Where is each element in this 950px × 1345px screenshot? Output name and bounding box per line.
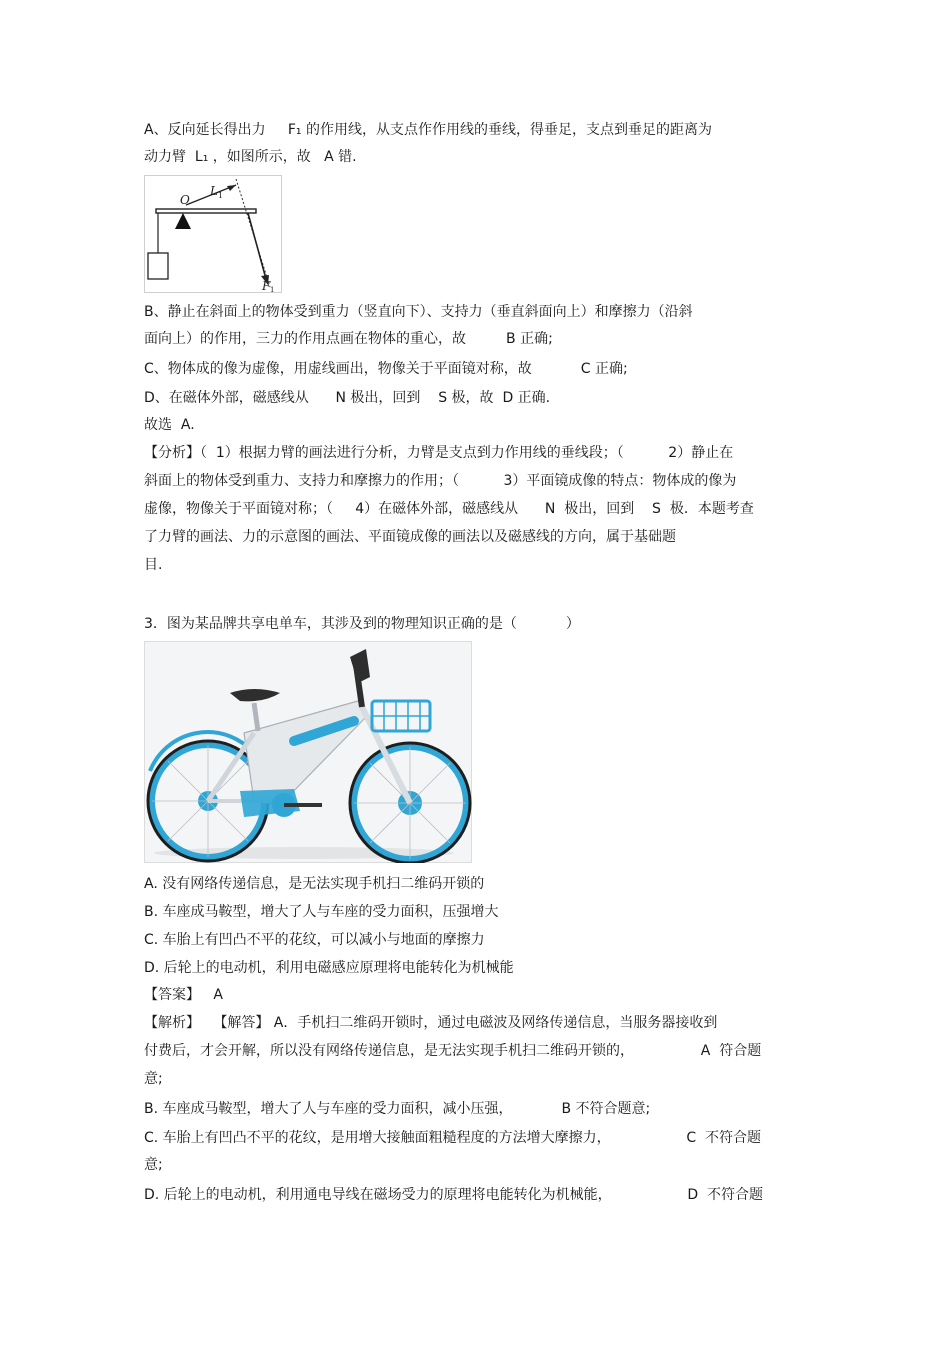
question-3-stem: 3．图为某品牌共享电单车，其涉及到的物理知识正确的是（ ） bbox=[144, 616, 580, 632]
analysis-line2: 斜面上的物体受到重力、支持力和摩擦力的作用；（ 3）平面镜成像的特点：物体成的像为 bbox=[144, 473, 737, 489]
label-o: O bbox=[180, 193, 190, 207]
option-d: D. 后轮上的电动机，利用电磁感应原理将电能转化为机械能 bbox=[144, 960, 514, 976]
label-f1: F bbox=[262, 279, 271, 293]
choose-answer: 故选 A. bbox=[144, 417, 195, 433]
label-l1-sub: 1 bbox=[218, 191, 224, 200]
explanation-line6: 意; bbox=[144, 1157, 163, 1173]
option-b: B. 车座成马鞍型，增大了人与车座的受力面积，压强增大 bbox=[144, 904, 499, 920]
answer-line: 【答案】 A bbox=[144, 987, 223, 1003]
label-f1-sub: 1 bbox=[270, 286, 275, 293]
option-b-explanation-line1: B、静止在斜面上的物体受到重力（竖直向下）、支持力（垂直斜面向上）和摩擦力（沿斜 bbox=[144, 304, 693, 320]
option-c-explanation: C、物体成的像为虚像，用虚线画出，物像关于平面镜对称，故 C 正确; bbox=[144, 361, 628, 377]
label-l1: L bbox=[210, 184, 218, 198]
analysis-line3: 虚像，物像关于平面镜对称；（ 4）在磁体外部，磁感线从 N 极出，回到 S 极．本题考查 bbox=[144, 501, 754, 517]
explanation-line5: C. 车胎上有凹凸不平的花纹，是用增大接触面粗糙程度的方法增大摩擦力， C 不符合题 bbox=[144, 1130, 762, 1146]
explanation-line2: 付费后，才会开解，所以没有网络传递信息，是无法实现手机扫二维码开锁的， A 符合题 bbox=[144, 1043, 762, 1059]
option-c: C. 车胎上有凹凸不平的花纹，可以减小与地面的摩擦力 bbox=[144, 932, 485, 948]
shared-bike-photo bbox=[144, 641, 472, 863]
explanation-line3: 意; bbox=[144, 1071, 163, 1087]
analysis-line5: 目. bbox=[144, 557, 163, 573]
option-a: A. 没有网络传递信息，是无法实现手机扫二维码开锁的 bbox=[144, 876, 485, 892]
explanation-line1: 【解析】 【解答】 A．手机扫二维码开锁时，通过电磁波及网络传递信息，当服务器接收到 bbox=[144, 1015, 718, 1031]
explanation-line4: B. 车座成马鞍型，增大了人与车座的受力面积，减小压强， B 不符合题意; bbox=[144, 1101, 651, 1117]
lever-figure bbox=[144, 175, 282, 293]
option-a-explanation-line2: 动力臂 L₁ ，如图所示，故 A 错. bbox=[144, 149, 357, 165]
option-d-explanation: D、在磁体外部，磁感线从 N 极出，回到 S 极，故 D 正确. bbox=[144, 390, 551, 406]
lever-bar bbox=[156, 209, 256, 213]
explanation-line7: D. 后轮上的电动机，利用通电导线在磁场受力的原理将电能转化为机械能， D 不符合题 bbox=[144, 1187, 764, 1203]
analysis-line1: 【分析】（ 1）根据力臂的画法进行分析，力臂是支点到力作用线的垂线段；（ 2）静止在 bbox=[144, 445, 734, 461]
option-a-explanation-line1: A、反向延长得出力 F₁ 的作用线，从支点作作用线的垂线，得垂足，支点到垂足的距离为 bbox=[144, 122, 712, 138]
analysis-line4: 了力臂的画法、力的示意图的画法、平面镜成像的画法以及磁感线的方向，属于基础题 bbox=[144, 529, 676, 545]
hanging-block bbox=[148, 253, 168, 279]
option-b-explanation-line2: 面向上）的作用，三力的作用点画在物体的重心，故 B 正确; bbox=[144, 331, 553, 347]
